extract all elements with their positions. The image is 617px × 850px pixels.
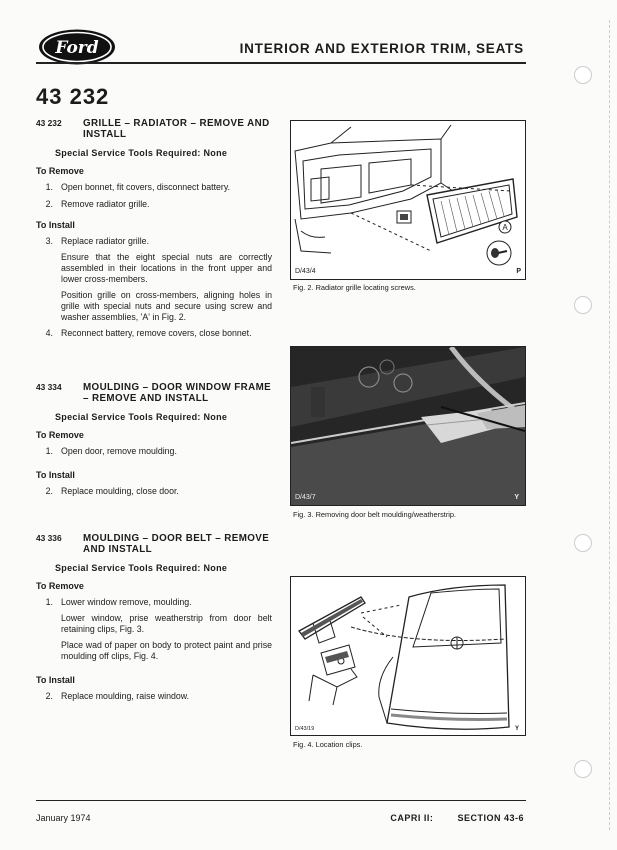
step-item [36, 486, 272, 497]
figure-corner-mark: Y [514, 726, 519, 732]
figure-ref: D/43/19 [295, 726, 315, 732]
section-door-belt-moulding [36, 533, 272, 702]
footer-rule [36, 800, 526, 801]
step-item [36, 691, 272, 702]
remove-heading: To Remove [36, 581, 84, 591]
figure-ref: D/43/4 [295, 268, 316, 275]
remove-heading: To Remove [36, 166, 84, 176]
page-number: 43 232 [36, 84, 110, 109]
footer-model: CAPRI II: [390, 813, 434, 823]
section-number: 43 232 [36, 118, 62, 128]
section-title: MOULDING – DOOR WINDOW FRAME – REMOVE AND INSTALL [83, 382, 272, 404]
ford-logo [38, 28, 116, 66]
step-text: Remove radiator grille. [61, 199, 150, 209]
instruction-note: Ensure that the eight special nuts are correctly assembled in their locations in the front upper and lower cross-members. [61, 252, 272, 284]
figure-door-belt-photo [290, 346, 526, 506]
figure-corner-mark: P [516, 268, 521, 275]
step-number: 1. [45, 597, 53, 607]
binder-hole [574, 66, 592, 84]
figure-corner-mark: Y [514, 494, 519, 501]
step-number: 2. [45, 691, 53, 701]
step-item [36, 199, 272, 210]
radiator-grille-illustration [291, 121, 525, 279]
step-text: Replace moulding, close door. [61, 486, 179, 496]
section-heading [36, 118, 272, 140]
section-title: MOULDING – DOOR BELT – REMOVE AND INSTALL [83, 533, 270, 555]
remove-heading: To Remove [36, 430, 84, 440]
install-heading: To Install [36, 220, 75, 230]
figure-caption: Fig. 4. Location clips. [293, 740, 363, 749]
step-number: 1. [45, 446, 53, 456]
section-grille-radiator [36, 118, 272, 339]
section-number: 43 334 [36, 382, 62, 392]
binder-hole [574, 534, 592, 552]
figure-caption: Fig. 3. Removing door belt moulding/weatherstrip. [293, 510, 457, 519]
special-tools-line: Special Service Tools Required: None [55, 563, 228, 573]
footer-section: SECTION 43-6 [457, 813, 524, 823]
step-number: 2. [45, 486, 53, 496]
section-title: GRILLE – RADIATOR – REMOVE AND INSTALL [83, 118, 270, 140]
step-number: 3. [45, 236, 53, 246]
step-item [36, 182, 272, 193]
binder-hole [574, 760, 592, 778]
step-number: 4. [45, 328, 53, 338]
door-belt-photograph [291, 347, 525, 505]
figure-ref: D/43/7 [295, 494, 316, 501]
section-number: 43 336 [36, 533, 62, 543]
step-text: Replace moulding, raise window. [61, 691, 190, 701]
step-text: Open door, remove moulding. [61, 446, 177, 456]
header-rule [36, 62, 526, 64]
step-text: Replace radiator grille. [61, 236, 150, 246]
instruction-note: Lower window, prise weatherstrip from door belt retaining clips, Fig. 3. [61, 613, 272, 634]
figure-caption: Fig. 2. Radiator grille locating screws. [293, 283, 416, 292]
step-text: Open bonnet, fit covers, disconnect battery. [61, 182, 231, 192]
section-door-window-moulding [36, 382, 272, 497]
logo-lettering: Ford [55, 38, 99, 58]
step-item [36, 597, 272, 608]
step-item [36, 236, 272, 247]
instruction-note: Place wad of paper on body to protect paint and prise moulding off clips, Fig. 4. [61, 640, 272, 661]
step-item [36, 328, 272, 339]
page-header-title: INTERIOR AND EXTERIOR TRIM, SEATS [239, 41, 524, 56]
step-item [36, 446, 272, 457]
install-heading: To Install [36, 470, 75, 480]
install-heading: To Install [36, 675, 75, 685]
callout-letter: A [502, 223, 508, 232]
figure-radiator-grille [290, 120, 526, 280]
figure-location-clips [290, 576, 526, 736]
special-tools-line: Special Service Tools Required: None [55, 412, 228, 422]
footer-reference [300, 813, 524, 823]
step-number: 2. [45, 199, 53, 209]
section-heading [36, 382, 272, 404]
special-tools-line: Special Service Tools Required: None [55, 148, 228, 158]
section-heading [36, 533, 272, 555]
step-number: 1. [45, 182, 53, 192]
step-text: Reconnect battery, remove covers, close bonnet. [61, 328, 252, 338]
binder-edge-line [609, 20, 611, 830]
location-clips-illustration [291, 577, 525, 735]
instruction-note: Position grille on cross-members, aligning holes in grille with special nuts and secure using screw and washer assemblies, 'A' in Fig. 2. [61, 290, 272, 322]
footer-date: January 1974 [36, 813, 91, 823]
binder-hole [574, 296, 592, 314]
step-text: Lower window remove, moulding. [61, 597, 192, 607]
